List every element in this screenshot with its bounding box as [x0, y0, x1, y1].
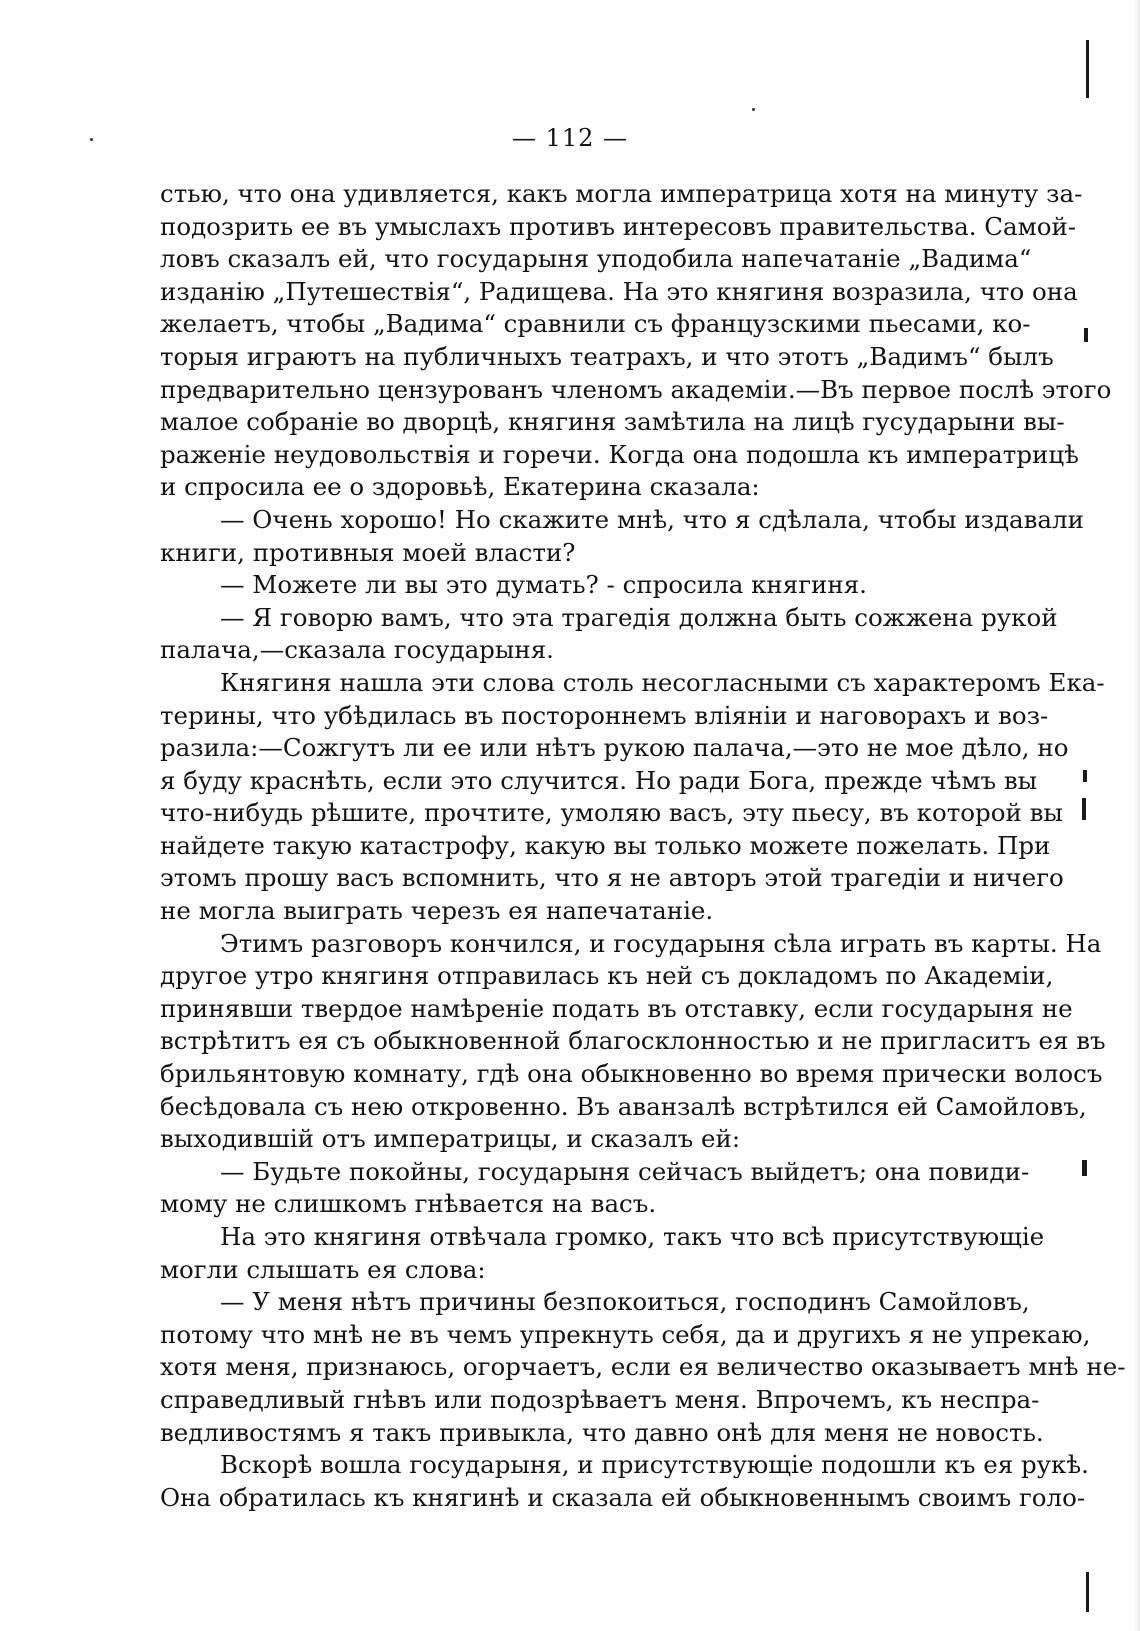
text-line: палача,—сказала государыня.: [160, 635, 554, 665]
text-line: брильянтовую комнату, гдѣ она обыкновенно во время прически волосъ: [160, 1059, 1103, 1089]
text-line: Вскорѣ вошла государыня, и присутствующіе подошли къ ея рукѣ.: [220, 1450, 1089, 1480]
text-line: — Я говорю вамъ, что эта трагедія должна быть сожжена рукой: [220, 602, 1058, 632]
text-line: ловъ сказалъ ей, что государыня уподобила напечатаніе „Вадима“: [160, 244, 1032, 274]
text-line: раженіе неудовольствія и горечи. Когда она подошла къ императрицѣ: [160, 439, 1079, 469]
text-line: ведливостямъ я такъ привыкла, что давно онѣ для меня не новость.: [160, 1417, 1044, 1447]
text-line: бесѣдовала съ нею откровенно. Въ аванзалѣ встрѣтился ей Самойловъ,: [160, 1091, 1087, 1121]
text-line: и спросила ее о здоровьѣ, Екатерина сказала:: [160, 472, 760, 502]
text-line: подозрить ее въ умыслахъ противъ интересовъ правительства. Самой-: [160, 211, 1077, 241]
text-line: книги, противныя моей власти?: [160, 537, 576, 567]
text-line: Княгиня нашла эти слова столь несогласными съ характеромъ Ека-: [220, 667, 1105, 697]
page-edge-shadow: [1134, 0, 1140, 1631]
text-line: терины, что убѣдилась въ постороннемъ вліяніи и наговорахъ и воз-: [160, 700, 1049, 730]
scan-speck: [90, 138, 93, 141]
page-number: — 112 —: [511, 124, 629, 152]
scan-speck: [752, 108, 755, 111]
scan-margin-mark: [1084, 328, 1088, 342]
scan-margin-mark: [1086, 40, 1089, 98]
scan-margin-mark: [1082, 1160, 1087, 1176]
text-line: — Будьте покойны, государыня сейчасъ выйдетъ; она повиди-: [220, 1156, 1030, 1186]
text-line: этомъ прошу васъ вспомнить, что я не авторъ этой трагедіи и ничего: [160, 863, 1064, 893]
scan-margin-mark: [1083, 770, 1087, 782]
text-line: предварительно цензурованъ членомъ академіи.—Въ первое послѣ этого: [160, 374, 1112, 404]
text-line: принявши твердое намѣреніе подать въ отставку, если государыня не: [160, 993, 1073, 1023]
text-line: желаетъ, чтобы „Вадима“ сравнили съ французскими пьесами, ко-: [160, 309, 1031, 339]
text-line: найдете такую катастрофу, какую вы только можете пожелать. При: [160, 830, 1051, 860]
text-line: — Можете ли вы это думать? - спросила княгиня.: [220, 570, 867, 600]
text-line: мому не слишкомъ гнѣвается на васъ.: [160, 1189, 657, 1219]
scan-margin-mark: [1086, 1572, 1089, 1612]
text-line: встрѣтитъ ея съ обыкновенной благосклонностью и не пригласитъ ея въ: [160, 1026, 1106, 1056]
text-line: что-нибудь рѣшите, прочтите, умоляю васъ, эту пьесу, въ которой вы: [160, 798, 1063, 828]
text-line: — У меня нѣтъ причины безпокоиться, господинъ Самойловъ,: [220, 1287, 1030, 1317]
text-line: разила:—Сожгутъ ли ее или нѣтъ рукою палача,—это не мое дѣло, но: [160, 733, 1069, 763]
text-line: малое собраніе во дворцѣ, княгиня замѣтила на лицѣ гусударыни вы-: [160, 407, 1065, 437]
text-line: торыя играютъ на публичныхъ театрахъ, и что этотъ „Вадимъ“ былъ: [160, 341, 1054, 371]
text-line: потому что мнѣ не въ чемъ упрекнуть себя, да и другихъ я не упрекаю,: [160, 1319, 1091, 1349]
text-line: не могла выиграть черезъ ея напечатаніе.: [160, 896, 714, 926]
text-line: хотя меня, признаюсь, огорчаетъ, если ея величество оказываетъ мнѣ не-: [160, 1352, 1126, 1382]
scan-margin-mark: [1082, 798, 1086, 820]
text-line: На это княгиня отвѣчала громко, такъ что всѣ присутствующіе: [220, 1222, 1045, 1251]
text-line: — Очень хорошо! Но скажите мнѣ, что я сдѣлала, чтобы издавали: [220, 504, 1084, 534]
text-line: другое утро княгиня отправилась къ ней съ докладомъ по Академіи,: [160, 961, 1054, 991]
text-line: я буду краснѣть, если это случится. Но ради Бога, прежде чѣмъ вы: [160, 765, 1038, 795]
text-line: могли слышать ея слова:: [160, 1254, 486, 1284]
text-line: Она обратилась къ княгинѣ и сказала ей обыкновеннымъ своимъ голо-: [160, 1482, 1086, 1512]
text-line: Этимъ разговоръ кончился, и государыня сѣла играть въ карты. На: [220, 928, 1102, 958]
body-text: [160, 178, 1126, 1514]
text-line: справедливый гнѣвъ или подозрѣваетъ меня. Впрочемъ, къ неспра-: [160, 1384, 1040, 1414]
text-line: выходившій отъ императрицы, и сказалъ ей:: [160, 1124, 741, 1154]
text-line: стью, что она удивляется, какъ могла императрица хотя на минуту за-: [160, 179, 1083, 208]
text-line: изданію „Путешествія“, Радищева. На это княгиня возразила, что она: [160, 276, 1078, 306]
